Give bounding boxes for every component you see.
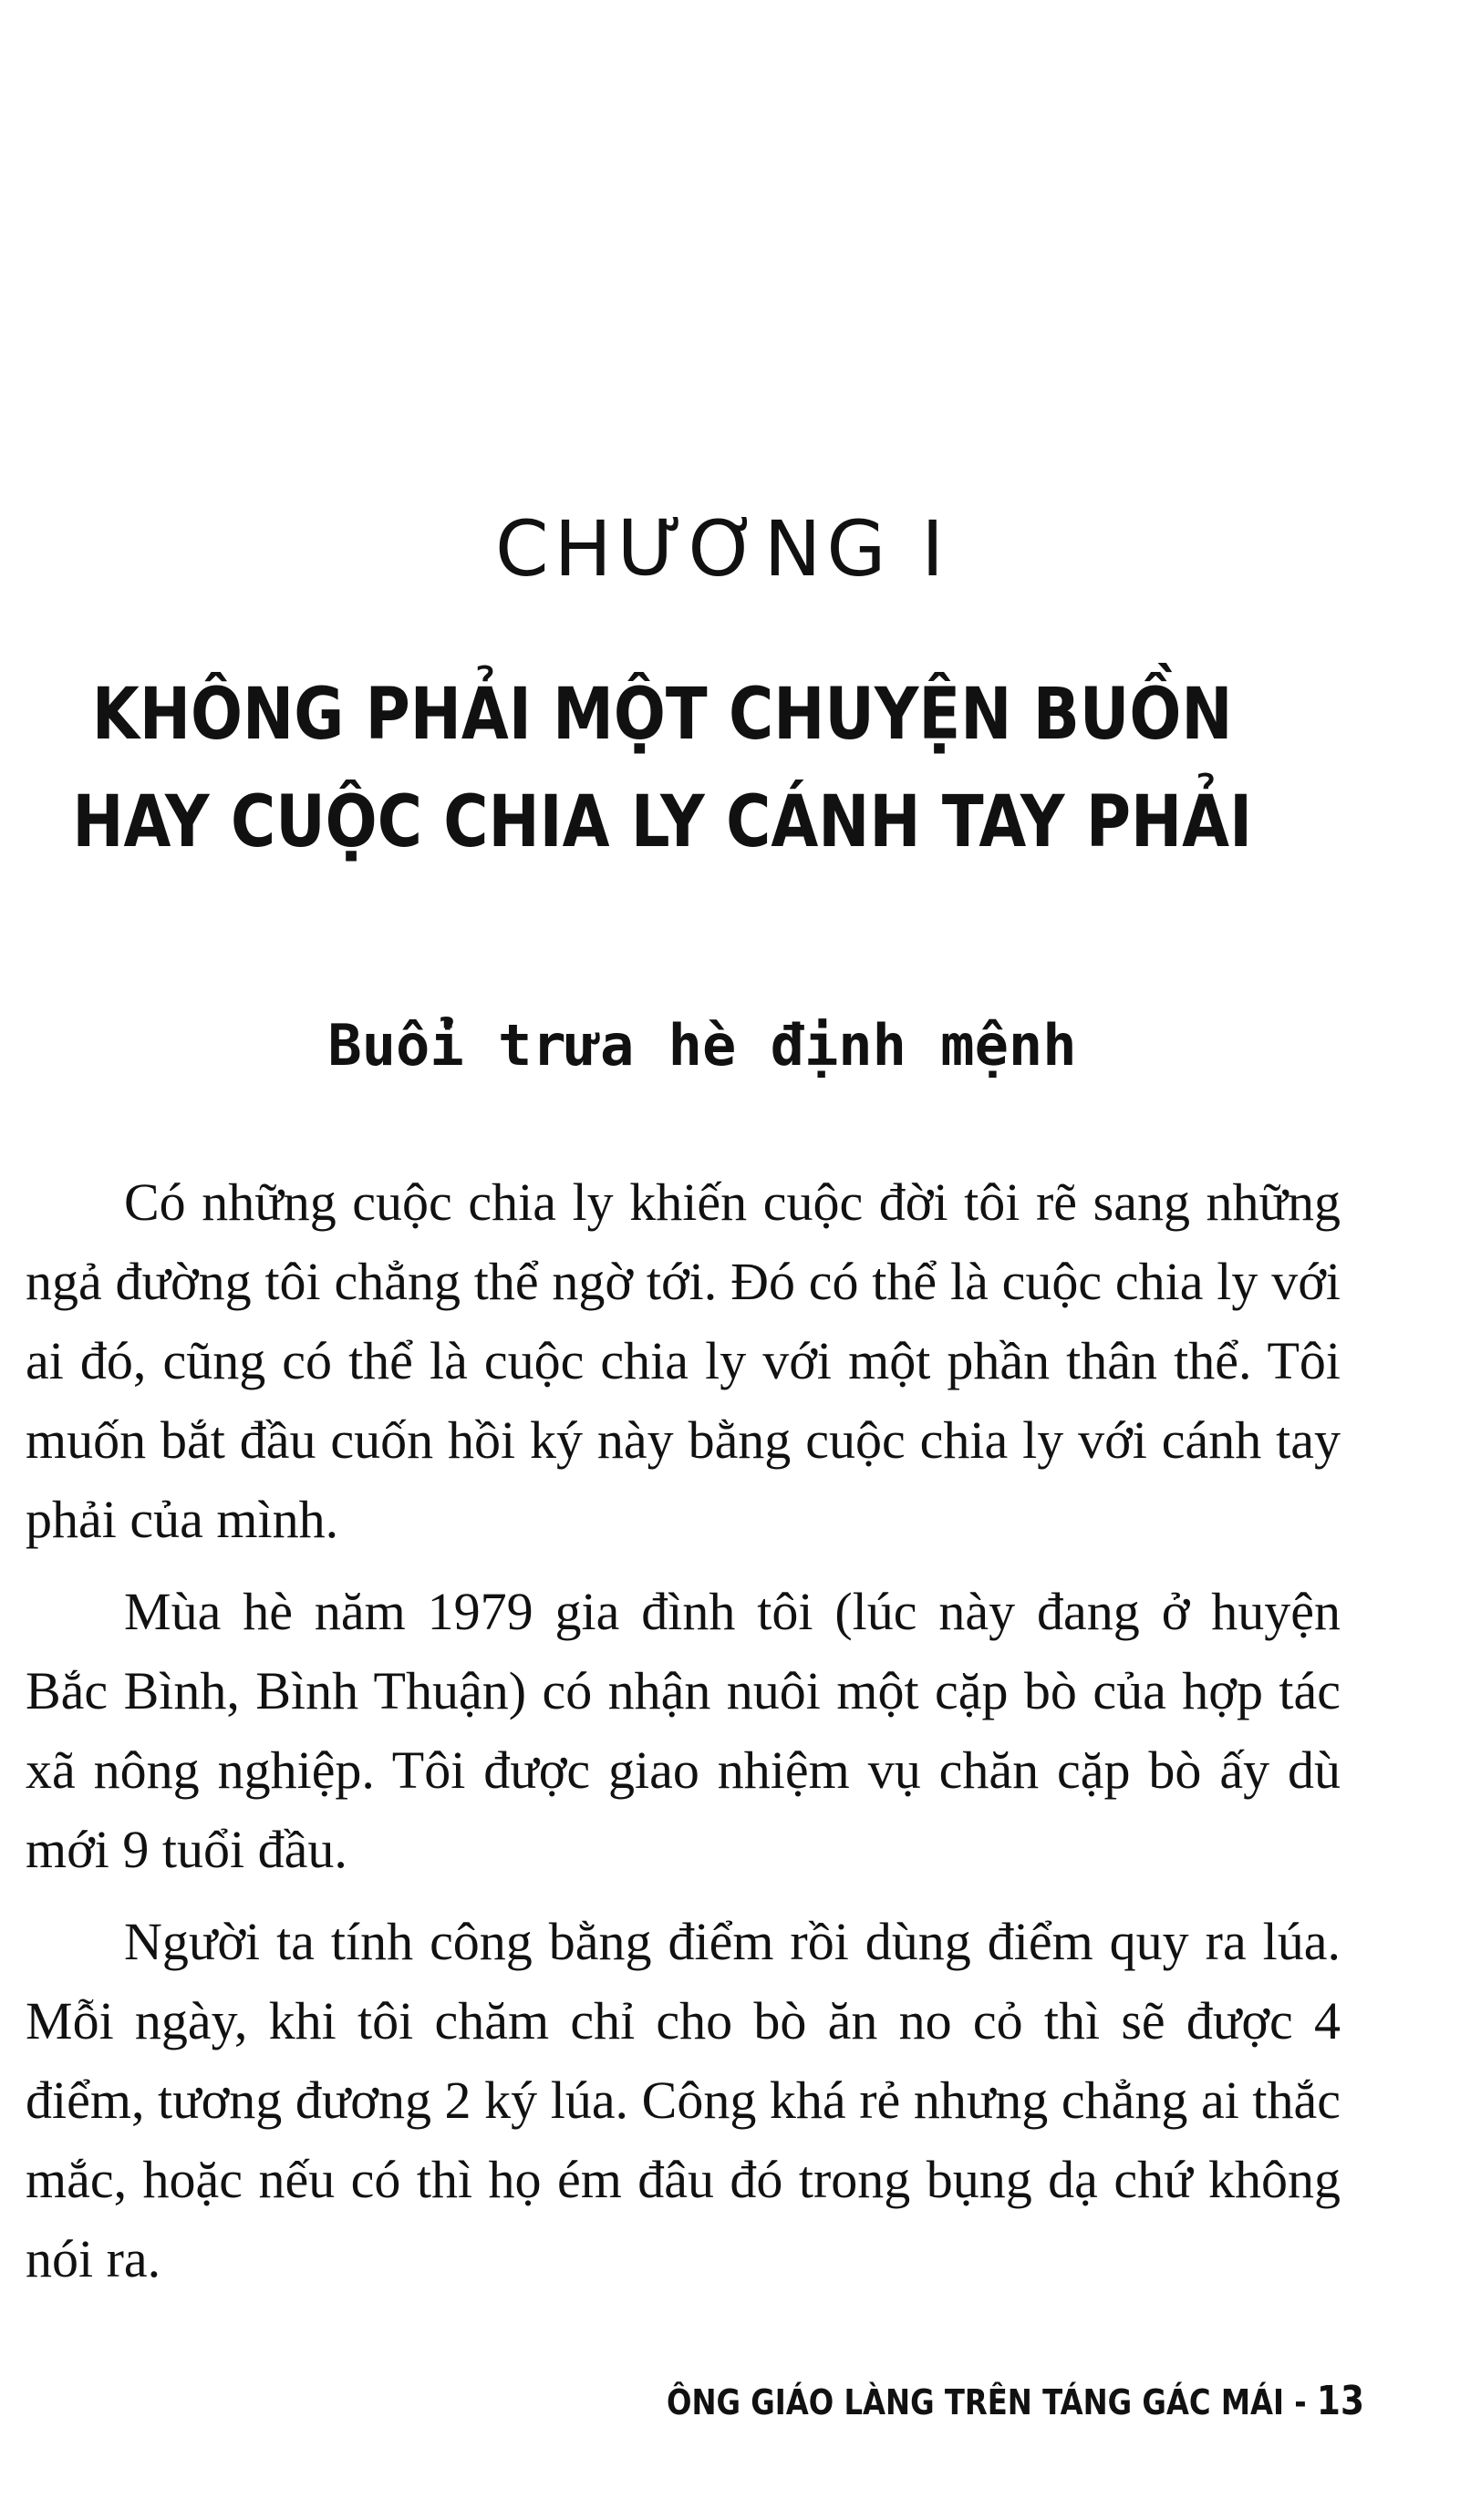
- page-number: 13: [1316, 2378, 1364, 2424]
- running-title: ÔNG GIÁO LÀNG TRÊN TÁNG GÁC MÁI -: [667, 2382, 1307, 2422]
- paragraph: Có những cuộc chia ly khiến cuộc đời tôi rẽ sang những ngả đường tôi chẳng thể ngờ tới. Đó có thể là cuộc chia ly với ai đó, cũng có thể là cuộc chia ly với một phần thân thể. Tôi muốn bắt đầu cuốn hồi ký này bằng cuộc chia ly với cánh tay phải của mình.: [26, 1172, 1341, 1549]
- section-heading: Buổi trưa hè định mệnh: [327, 1012, 1077, 1079]
- page-footer: [667, 2378, 1364, 2424]
- chapter-title-line-1: KHÔNG PHẢI MỘT CHUYỆN BUỒN: [91, 674, 1233, 756]
- body-text: [26, 1162, 1341, 2311]
- chapter-label: CHƯƠNG I: [495, 504, 949, 594]
- chapter-title-line-2: HAY CUỘC CHIA LY CÁNH TAY PHẢI: [72, 781, 1253, 863]
- chapter-title: [26, 661, 1300, 876]
- paragraph: Người ta tính công bằng điểm rồi dùng điểm quy ra lúa. Mỗi ngày, khi tôi chăm chỉ cho bò ăn no cỏ thì sẽ được 4 điểm, tương đương 2 ký lúa. Công khá rẻ nhưng chẳng ai thắc mắc, hoặc nếu có thì họ ém đâu đó trong bụng dạ chứ không nói ra.: [26, 1912, 1341, 2288]
- paragraph: Mùa hè năm 1979 gia đình tôi (lúc này đang ở huyện Bắc Bình, Bình Thuận) có nhận nuôi một cặp bò của hợp tác xã nông nghiệp. Tôi được giao nhiệm vụ chăn cặp bò ấy dù mới 9 tuổi đầu.: [26, 1582, 1341, 1879]
